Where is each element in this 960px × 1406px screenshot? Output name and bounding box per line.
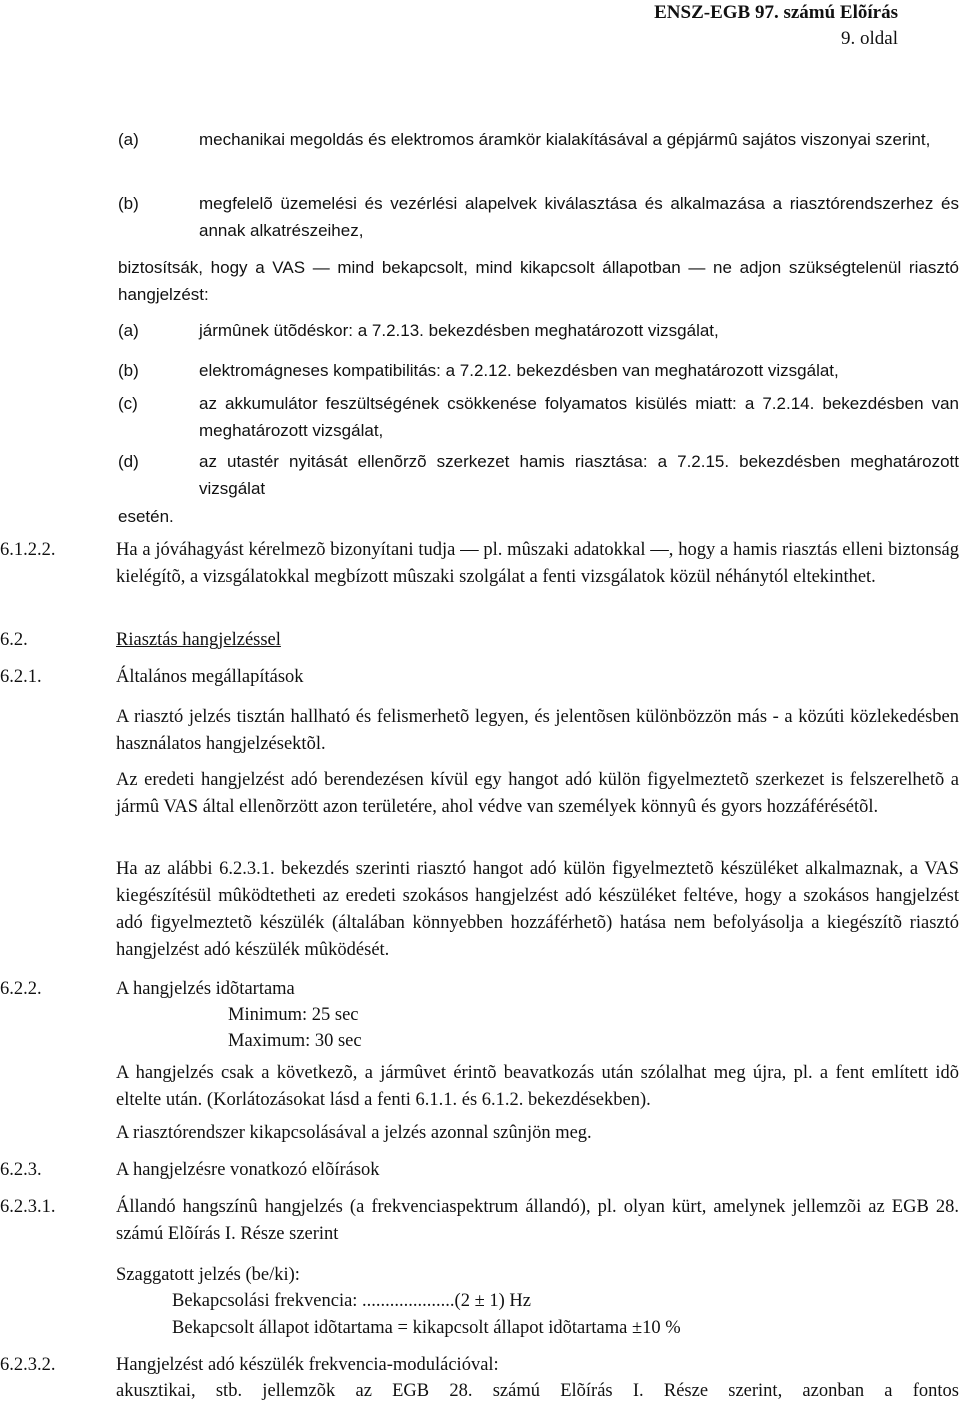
paragraph: A riasztó jelzés tisztán hallható és felismerhetõ legyen, és jelentõsen különbözzön más - a közúti közlekedésben használatos hangjelzésektõl. (116, 707, 959, 754)
list-marker: (c) (118, 394, 138, 413)
section-title: A hangjelzésre vonatkozó elõírások (116, 1160, 380, 1180)
section-title: A hangjelzés idõtartama (116, 979, 295, 999)
section-title: Riasztás hangjelzéssel (116, 630, 281, 650)
list-item: elektromágneses kompatibilitás: a 7.2.12. bekezdésben van meghatározott vizsgálat, (199, 361, 839, 380)
list-marker: (b) (118, 361, 139, 380)
list-item: mechanikai megoldás és elektromos áramkör kialakításával a gépjármû sajátos viszonyai szerint, (199, 130, 931, 149)
list-marker: (d) (118, 452, 139, 471)
list-item: az akkumulátor feszültségének csökkenése folyamatos kisülés miatt: a 7.2.14. bekezdésben van meghatározott vizsgálat, (199, 394, 959, 440)
section-number: 6.2.1. (0, 667, 42, 687)
list-marker: (a) (118, 130, 139, 149)
page-number: 9. oldal (841, 28, 898, 49)
section-number: 6.2. (0, 630, 28, 650)
paragraph: A riasztórendszer kikapcsolásával a jelzés azonnal szûnjön meg. (116, 1123, 592, 1143)
section-number: 6.2.3.1. (0, 1197, 56, 1217)
section-number: 6.2.2. (0, 979, 42, 999)
list-item: jármûnek ütõdéskor: a 7.2.13. bekezdésben meghatározott vizsgálat, (199, 321, 719, 340)
list-item: megfelelõ üzemelési és vezérlési alapelvek kiválasztása és alkalmazása a riasztórendszerhez és annak alkatrészeihez, (199, 194, 959, 240)
paragraph: biztosítsák, hogy a VAS — mind bekapcsolt, mind kikapcsolt állapotban — ne adjon szükségtelenül riasztó hangjelzést: (118, 258, 959, 304)
list-item: az utastér nyitását ellenõrzõ szerkezet hamis riasztása: a 7.2.15. bekezdésben meghatározott vizsgálat (199, 452, 959, 498)
document-title: ENSZ-EGB 97. számú Elõírás (654, 2, 898, 23)
list-marker: (a) (118, 321, 139, 340)
section-title: Hangjelzést adó készülék frekvencia-modulációval: (116, 1355, 499, 1375)
intermittent-duration: Bekapcsolt állapot idõtartama = kikapcsolt állapot idõtartama ±10 % (172, 1318, 681, 1338)
paragraph: akusztikai, stb. jellemzõk az EGB 28. számú Elõírás I. Része szerint, azonban a fontos (116, 1381, 959, 1401)
section-number: 6.1.2.2. (0, 540, 56, 560)
intermittent-title: Szaggatott jelzés (be/ki): (116, 1265, 300, 1285)
intermittent-frequency: Bekapcsolási frekvencia: ....................(2 ± 1) Hz (172, 1291, 531, 1311)
section-number: 6.2.3. (0, 1160, 42, 1180)
paragraph: A hangjelzés csak a következõ, a jármûvet érintõ beavatkozás után szólalhat meg újra, pl. a fent említett idõ eltelte után. (Korlátozásokat lásd a fenti 6.1.1. és 6.1.2. bekezdésekben). (116, 1063, 959, 1110)
paragraph: Ha a jóváhagyást kérelmezõ bizonyítani tudja — pl. mûszaki adatokkal —, hogy a hamis riasztás elleni biztonság kielégítõ, a vizsgálatokkal megbízott mûszaki szolgálat a fenti vizsgálatok közül néhánytól eltekinthet. (116, 540, 959, 587)
section-number: 6.2.3.2. (0, 1355, 56, 1375)
paragraph: Az eredeti hangjelzést adó berendezésen kívül egy hangot adó külön figyelmeztetõ szerkezet is felszerelhetõ a jármû VAS által ellenõrzött azon területére, ahol védve van személyek könnyû és gyors hozzáférésétõl. (116, 770, 959, 817)
paragraph: esetén. (118, 507, 174, 526)
paragraph: Ha az alábbi 6.2.3.1. bekezdés szerinti riasztó hangot adó külön figyelmeztetõ készüléket alkalmaznak, a VAS kiegészítésül mûködtetheti az eredeti szokásos hangjelzést adó készüléket feltéve, hogy a szokásos hangjelzést adó figyelmeztetõ készülék (általában könnyebben hozzáférhetõ) hatása nem befolyásolja a kiegészítõ riasztó hangjelzést adó készülék mûködését. (116, 859, 959, 960)
section-title: Általános megállapítások (116, 667, 304, 687)
duration-minimum: Minimum: 25 sec (228, 1005, 359, 1025)
duration-maximum: Maximum: 30 sec (228, 1031, 362, 1051)
paragraph: Állandó hangszínû hangjelzés (a frekvenciaspektrum állandó), pl. olyan kürt, amelynek jellemzõi az EGB 28. számú Elõírás I. Része szerint (116, 1197, 959, 1244)
list-marker: (b) (118, 194, 139, 213)
